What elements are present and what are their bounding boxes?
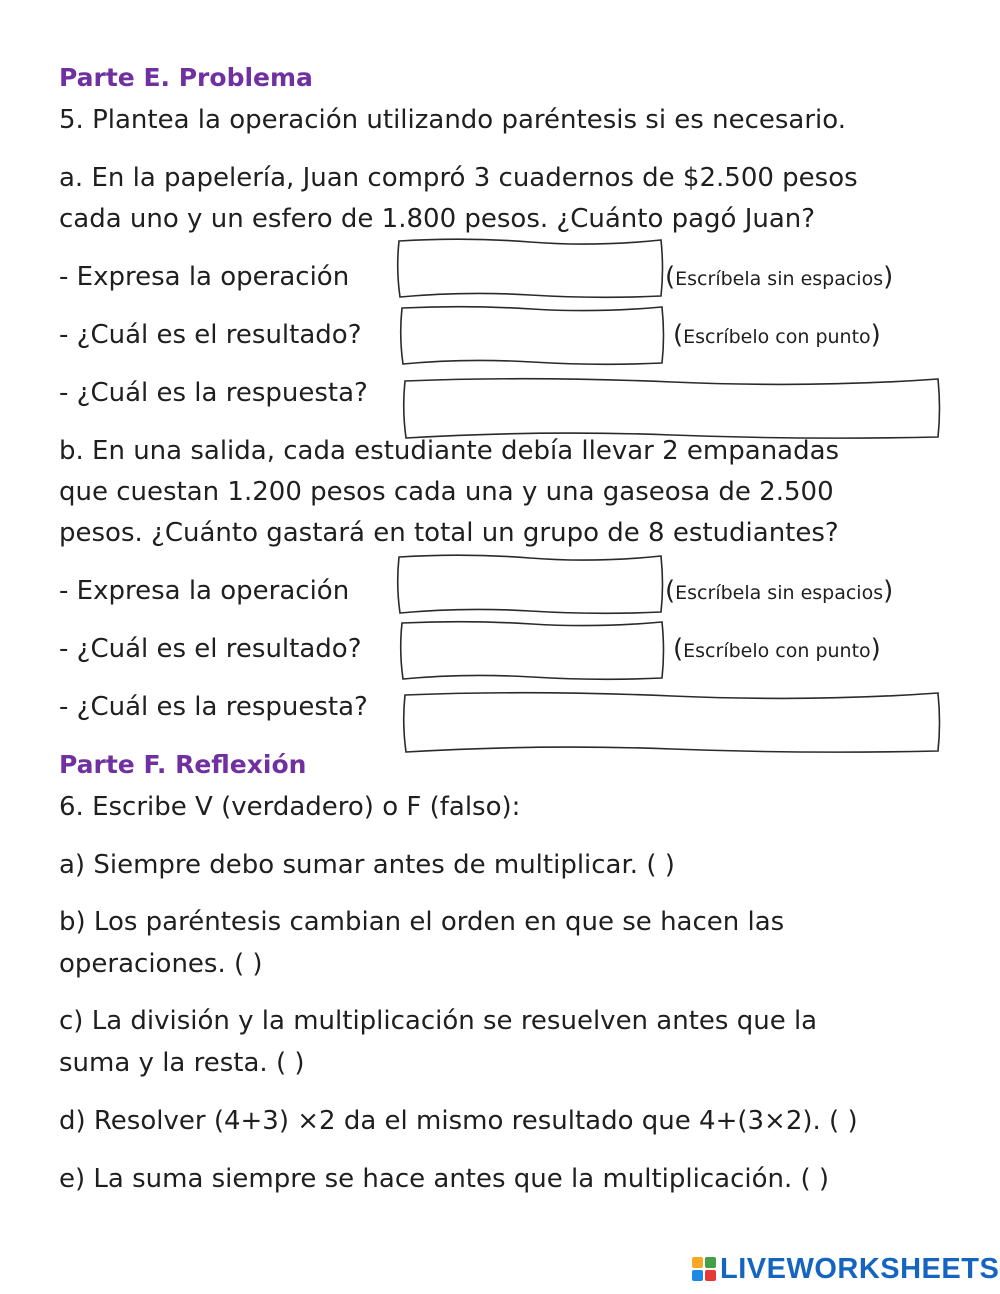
problem-a-operation-hint-text: Escríbela sin espacios bbox=[675, 268, 884, 290]
problem-a-answer-label: - ¿Cuál es la respuesta? bbox=[59, 378, 368, 408]
reflection-item-d[interactable]: d) Resolver (4+3) ×2 da el mismo resultado que 4+(3×2). ( ) bbox=[59, 1106, 858, 1136]
part-e-heading: Parte E. Problema bbox=[59, 63, 313, 92]
logo-square-1 bbox=[692, 1257, 703, 1268]
reflection-item-b-line-1: b) Los paréntesis cambian el orden en que se hacen las bbox=[59, 907, 785, 937]
problem-a-operation-input[interactable] bbox=[396, 239, 664, 299]
liveworksheets-logo-icon bbox=[692, 1257, 716, 1281]
problem-a-line-1: a. En la papelería, Juan compró 3 cuadernos de $2.500 pesos bbox=[59, 163, 858, 193]
problem-b-line-1: b. En una salida, cada estudiante debía llevar 2 empanadas bbox=[59, 436, 840, 466]
part-e-instruction: 5. Plantea la operación utilizando paréntesis si es necesario. bbox=[59, 105, 846, 135]
problem-b-operation-input[interactable] bbox=[396, 555, 664, 615]
problem-b-result-label: - ¿Cuál es el resultado? bbox=[59, 634, 362, 664]
reflection-item-a[interactable]: a) Siempre debo sumar antes de multiplicar. ( ) bbox=[59, 850, 675, 880]
problem-a-operation-hint: (Escríbela sin espacios) bbox=[665, 262, 894, 292]
problem-b-result-input[interactable] bbox=[399, 621, 665, 681]
problem-b-answer-input[interactable] bbox=[402, 692, 941, 754]
logo-square-3 bbox=[692, 1270, 703, 1281]
problem-b-line-3: pesos. ¿Cuánto gastará en total un grupo de 8 estudiantes? bbox=[59, 518, 839, 548]
problem-a-result-hint: (Escríbelo con punto) bbox=[673, 320, 881, 350]
problem-a-operation-label: - Expresa la operación bbox=[59, 262, 350, 292]
part-f-instruction: 6. Escribe V (verdadero) o F (falso): bbox=[59, 792, 521, 822]
problem-b-answer-label: - ¿Cuál es la respuesta? bbox=[59, 692, 368, 722]
liveworksheets-logo bbox=[692, 1252, 999, 1286]
problem-b-operation-hint-text: Escríbela sin espacios bbox=[675, 582, 884, 604]
problem-b-result-hint: (Escríbelo con punto) bbox=[673, 634, 881, 664]
problem-b-operation-label: - Expresa la operación bbox=[59, 576, 350, 606]
reflection-item-c-line-1: c) La división y la multiplicación se resuelven antes que la bbox=[59, 1006, 818, 1036]
problem-a-result-hint-text: Escríbelo con punto bbox=[683, 326, 871, 348]
reflection-item-e[interactable]: e) La suma siempre se hace antes que la multiplicación. ( ) bbox=[59, 1164, 830, 1194]
reflection-item-b-line-2[interactable]: operaciones. ( ) bbox=[59, 949, 263, 979]
problem-a-result-label: - ¿Cuál es el resultado? bbox=[59, 320, 362, 350]
reflection-item-c-line-2[interactable]: suma y la resta. ( ) bbox=[59, 1048, 305, 1078]
problem-b-operation-hint: (Escríbela sin espacios) bbox=[665, 576, 894, 606]
logo-square-4 bbox=[705, 1270, 716, 1281]
problem-a-result-input[interactable] bbox=[399, 306, 665, 366]
part-f-heading: Parte F. Reflexión bbox=[59, 750, 307, 779]
problem-b-result-hint-text: Escríbelo con punto bbox=[683, 640, 871, 662]
logo-square-2 bbox=[705, 1257, 716, 1268]
problem-a-line-2: cada uno y un esfero de 1.800 pesos. ¿Cuánto pagó Juan? bbox=[59, 204, 816, 234]
problem-b-line-2: que cuestan 1.200 pesos cada una y una gaseosa de 2.500 bbox=[59, 477, 834, 507]
liveworksheets-logo-text: LIVEWORKSHEETS bbox=[720, 1252, 1000, 1285]
